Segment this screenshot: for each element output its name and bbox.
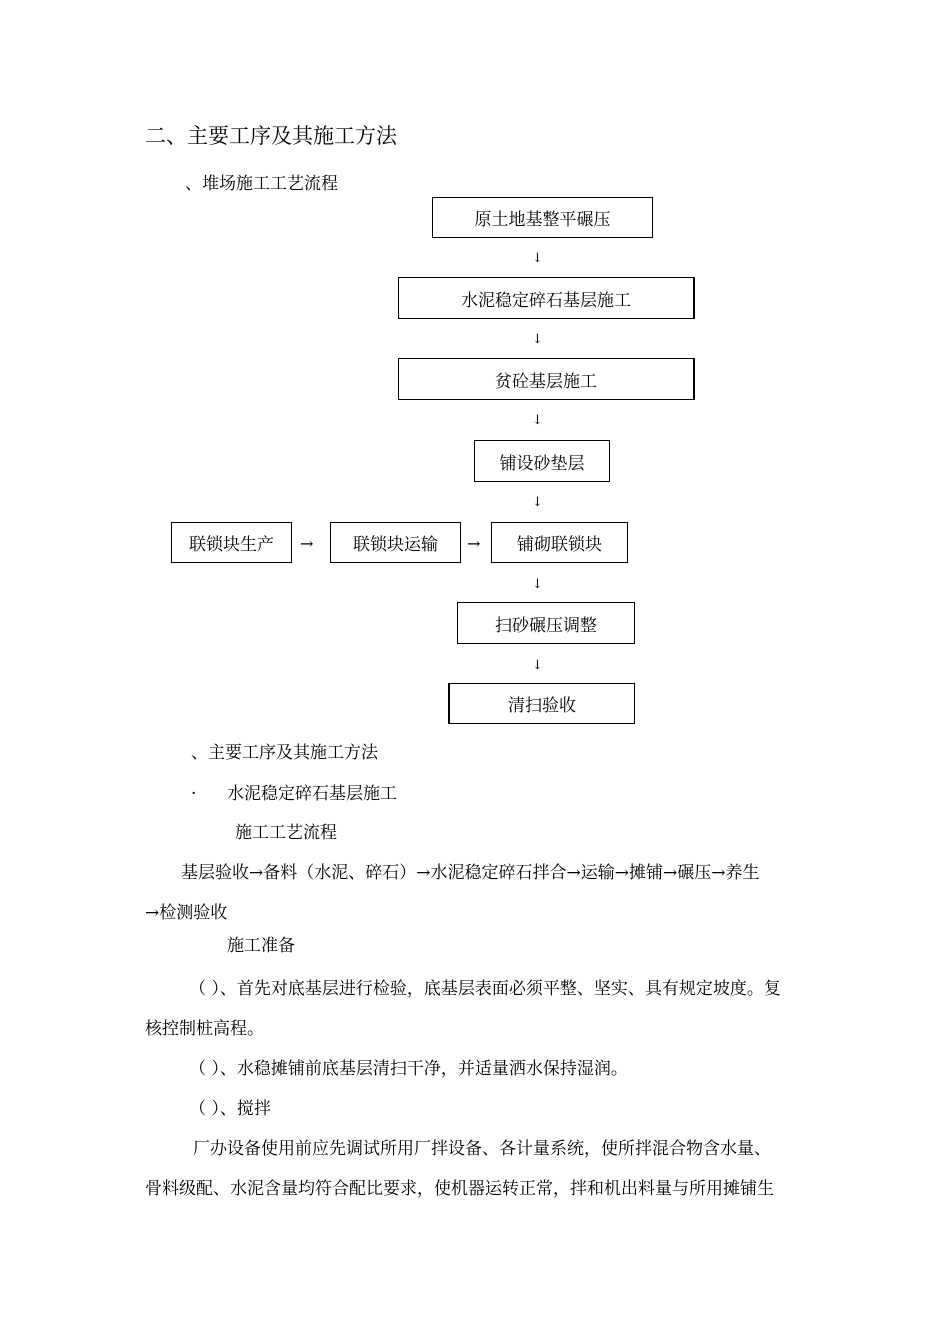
para-4-line-1: 厂办设备使用前应先调试所用厂拌设备、各计量系统，使所拌混合物含水量、 <box>193 1139 771 1159</box>
flow-heading: 、堆场施工工艺流程 <box>185 174 338 194</box>
flow-step-leveling: 原土地基整平碾压 <box>432 197 653 238</box>
arrow-down-icon: ↓ <box>532 495 543 510</box>
arrow-down-icon: ↓ <box>532 251 543 266</box>
flow-side-production: 联锁块生产 <box>171 522 292 563</box>
para-2: （ ）、水稳摊铺前底基层清扫干净，并适量洒水保持湿润。 <box>189 1059 628 1079</box>
process-line-2: →检测验收 <box>145 903 228 923</box>
para-1-line-2: 核控制桩高程。 <box>145 1019 264 1039</box>
arrow-down-icon: ↓ <box>532 413 543 428</box>
flow-side-transport: 联锁块运输 <box>330 522 461 563</box>
main-heading: 二、主要工序及其施工方法 <box>145 124 397 148</box>
methods-heading: 、主要工序及其施工方法 <box>191 743 378 763</box>
para-4-line-2: 骨料级配、水泥含量均符合配比要求，使机器运转正常，拌和机出料量与所用摊铺生 <box>145 1179 774 1199</box>
flow-step-sand-rolling: 扫砂碾压调整 <box>457 602 635 644</box>
para-1-line-1: （ ）、首先对底基层进行检验，底基层表面必须平整、坚实、具有规定坡度。复 <box>189 979 781 999</box>
arrow-down-icon: ↓ <box>532 658 543 673</box>
flow-step-acceptance: 清扫验收 <box>448 683 635 724</box>
flow-step-paving-blocks: 铺砌联锁块 <box>491 522 628 563</box>
arrow-down-icon: ↓ <box>532 332 543 347</box>
arrow-down-icon: ↓ <box>532 577 543 592</box>
para-3: （ ）、搅拌 <box>189 1099 271 1119</box>
arrow-right-icon: → <box>300 534 314 553</box>
subsection-preparation: 施工准备 <box>227 936 295 956</box>
section-title: 水泥稳定碎石基层施工 <box>227 784 397 804</box>
arrow-right-icon: → <box>467 534 481 553</box>
process-line-1: 基层验收→备料（水泥、碎石）→水泥稳定碎石拌合→运输→摊铺→碾压→养生 <box>181 863 760 883</box>
section-bullet: . <box>191 779 197 799</box>
flow-step-sand-cushion: 铺设砂垫层 <box>474 440 610 482</box>
flow-step-lean-concrete: 贫砼基层施工 <box>398 358 695 400</box>
flow-step-cement-base: 水泥稳定碎石基层施工 <box>398 277 695 319</box>
subsection-process: 施工工艺流程 <box>235 823 337 843</box>
